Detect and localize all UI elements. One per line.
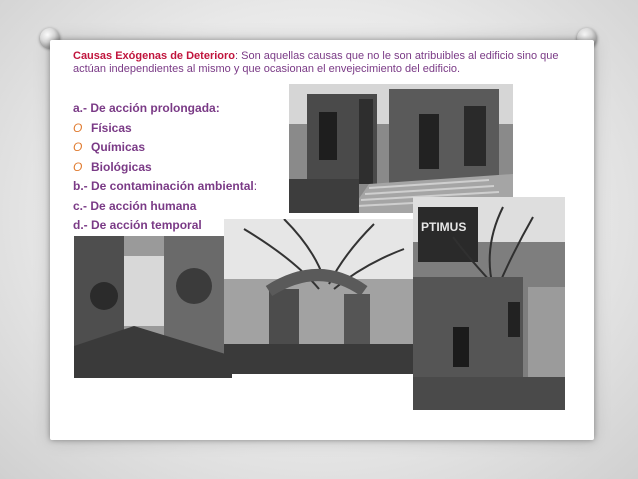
list-item: a.- De acción prolongada:	[73, 101, 220, 115]
list-item: b.- De contaminación ambiental:	[73, 179, 258, 193]
list-subitem: O Químicas	[73, 138, 257, 158]
list-subitem: O Físicas	[73, 119, 257, 139]
list-item: c.- De acción humana	[73, 198, 197, 213]
ruins-photo-stairs	[289, 84, 513, 213]
sign-text: PTIMUS	[421, 220, 467, 234]
ruins-photo-interior	[74, 236, 232, 378]
intro-heading: Causas Exógenas de Deterioro	[73, 50, 236, 62]
ruins-photo-tree	[224, 219, 414, 374]
bullet-icon: O	[73, 140, 83, 154]
ruins-photo-street	[413, 197, 565, 410]
bullet-icon: O	[73, 120, 83, 135]
intro-colon: :	[235, 50, 239, 62]
bullet-icon: O	[73, 159, 83, 174]
intro-text: Son aquellas causas que no le son atribuibles al edificio sino que actúan independientes al mismo y que ocasionan el envejecimiento del edificio.	[73, 50, 559, 75]
causes-list	[73, 99, 257, 236]
list-item: d.- De acción temporal	[73, 218, 202, 232]
list-subitem: O Biológicas	[73, 158, 257, 178]
intro-paragraph	[73, 50, 563, 76]
